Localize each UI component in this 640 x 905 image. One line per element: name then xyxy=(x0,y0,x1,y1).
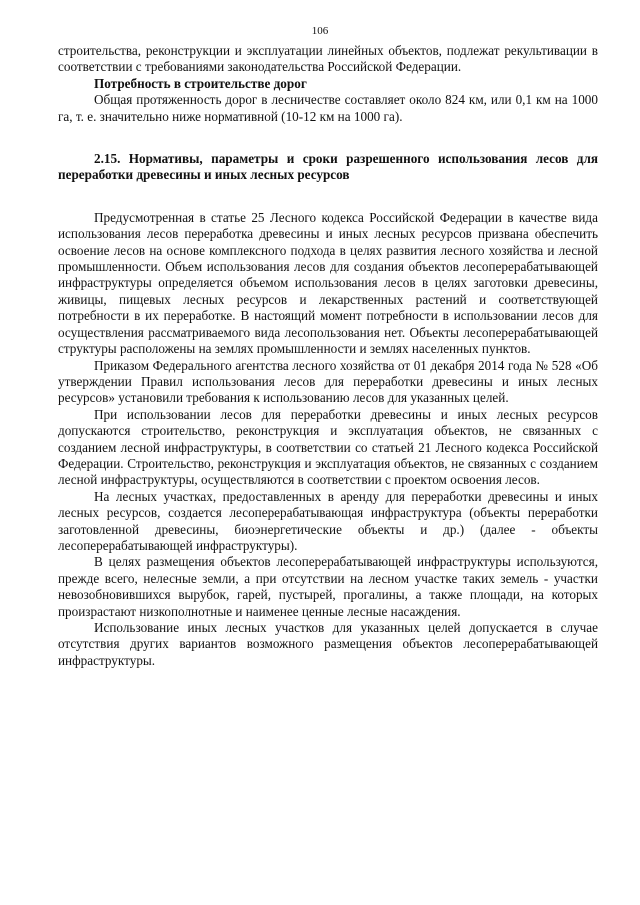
paragraph: Приказом Федерального агентства лесного хозяйства от 01 декабря 2014 года № 528 «Об утверждении Правил использования лесов для переработки древесины и иных лесных ресурсов» установили требования к использованию лесов для указанных целей. xyxy=(58,357,598,406)
paragraph: Использование иных лесных участков для указанных целей допускается в случае отсутствия других вариантов возможного размещения объектов лесоперерабатывающей инфраструктуры. xyxy=(58,620,598,668)
section-heading: 2.15. Нормативы, параметры и сроки разрешенного использования лесов для переработки древесины и иных лесных ресурсов xyxy=(58,151,598,183)
page-number: 106 xyxy=(311,25,329,37)
paragraph: В целях размещения объектов лесоперерабатывающей инфраструктуры используются, прежде всего, нелесные земли, а при отсутствии на лесном участке таких земель - участки невозобновившихся вырубок, гарей, пустырей, прогалины, а также площади, на которых произрастают низкополнотные и наименее ценные лесные насаждения. xyxy=(58,554,598,619)
document-body xyxy=(58,43,598,669)
paragraph: Предусмотренная в статье 25 Лесного кодекса Российской Федерации в качестве вида использования лесов переработка древесины и иных лесных ресурсов призвана обеспечить освоение лесов на основе комплексного подхода в целях развития лесного хозяйства и лесной промышленности. Объем использования лесов для создания объектов лесоперерабатывающей инфраструктуры определяется объемом использования лесов в целях заготовки древесины, живицы, пищевых лесных ресурсов и лекарственных растений и соответствующей потребности в их переработке. В настоящий момент потребности в использовании лесов для осуществления рассматриваемого вида лесопользования нет. Объекты лесоперерабатывающей структуры расположены на землях промышленности и землях населенных пунктов. xyxy=(58,209,598,357)
continuation-paragraph: строительства, реконструкции и эксплуатации линейных объектов, подлежат рекультивации в соответствии с требованиями законодательства Российской Федерации. xyxy=(58,43,598,75)
paragraph: При использовании лесов для переработки древесины и иных лесных ресурсов допускаются строительство, реконструкция и эксплуатация объектов, не связанных с созданием лесной инфраструктуры, в соответствии со статьей 21 Лесного кодекса Российской Федерации. Строительство, реконструкция и эксплуатация объектов, не связанных с созданием лесной инфраструктуры, осуществляются в соответствии с проектом освоения лесов. xyxy=(58,406,598,488)
roads-heading: Потребность в строительстве дорог xyxy=(94,75,307,91)
roads-paragraph: Общая протяженность дорог в лесничестве составляет около 824 км, или 0,1 км на 1000 га, т. е. значительно ниже нормативной (10-12 км на 1000 га). xyxy=(58,92,598,124)
paragraph: На лесных участках, предоставленных в аренду для переработки древесины и иных лесных ресурсов, создается лесоперерабатывающая инфраструктура (объекты переработки заготовленной древесины, биоэнергетические объекты и др.) (далее - объекты лесоперерабатывающей инфраструктуры). xyxy=(58,488,598,553)
